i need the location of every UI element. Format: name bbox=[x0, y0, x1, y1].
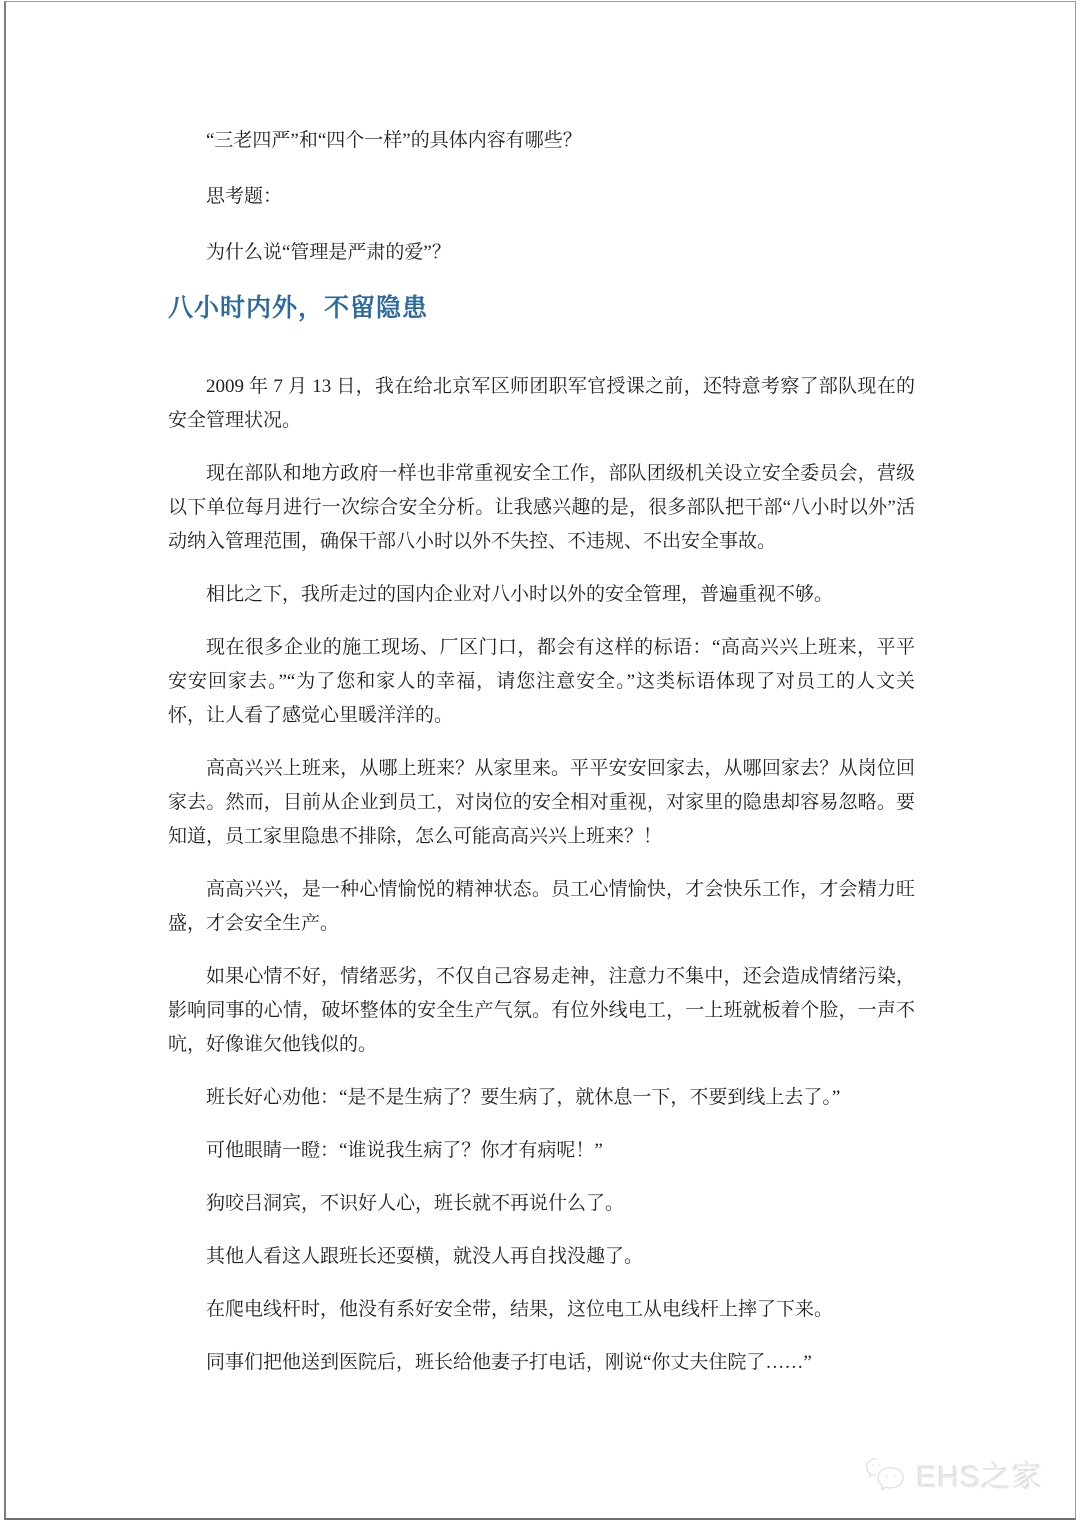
body-paragraph: 同事们把他送到医院后，班长给他妻子打电话，刚说“你丈夫住院了……” bbox=[206, 1352, 812, 1373]
document-page bbox=[4, 1, 1076, 1520]
question-line-2: 思考题： bbox=[206, 186, 283, 207]
body-paragraph: 现在很多企业的施工现场、厂区门口，都会有这样的标语：“高高兴兴上班来，平平安安回家去。”“为了您和家人的幸福，请您注意安全。”这类标语体现了对员工的人文关怀，让人看了感觉心里暖洋洋的。 bbox=[168, 637, 915, 726]
body-paragraph: 现在部队和地方政府一样也非常重视安全工作，部队团级机关设立安全委员会，营级以下单位每月进行一次综合安全分析。让我感兴趣的是，很多部队把干部“八小时以外”活动纳入管理范围，确保干部八小时以外不失控、不违规、不出安全事故。 bbox=[168, 463, 915, 552]
wechat-bubbles-icon bbox=[864, 1455, 908, 1493]
page-content bbox=[6, 2, 1075, 1380]
section-heading: 八小时内外，不留隐患 bbox=[168, 294, 429, 322]
body-paragraph: 高高兴兴，是一种心情愉悦的精神状态。员工心情愉快，才会快乐工作，才会精力旺盛，才会安全生产。 bbox=[168, 879, 915, 934]
body-paragraph: 班长好心劝他：“是不是生病了？要生病了，就休息一下，不要到线上去了。” bbox=[206, 1087, 841, 1108]
body-paragraph: 可他眼睛一瞪：“谁说我生病了？你才有病呢！” bbox=[206, 1140, 603, 1161]
watermark bbox=[864, 1452, 1043, 1496]
question-line-1: “三老四严”和“四个一样”的具体内容有哪些？ bbox=[206, 130, 582, 151]
body-paragraph: 在爬电线杆时，他没有系好安全带，结果，这位电工从电线杆上摔了下来。 bbox=[206, 1299, 834, 1320]
body-paragraph: 狗咬吕洞宾，不识好人心，班长就不再说什么了。 bbox=[206, 1193, 625, 1214]
watermark-label: EHS之家 bbox=[916, 1461, 1043, 1494]
body-paragraph: 高高兴兴上班来，从哪上班来？从家里来。平平安安回家去，从哪回家去？从岗位回家去。然而，目前从企业到员工，对岗位的安全相对重视，对家里的隐患却容易忽略。要知道，员工家里隐患不排除，怎么可能高高兴兴上班来？！ bbox=[168, 758, 915, 847]
question-line-3: 为什么说“管理是严肃的爱”？ bbox=[206, 242, 451, 263]
body-paragraph: 如果心情不好，情绪恶劣，不仅自己容易走神，注意力不集中，还会造成情绪污染，影响同事的心情，破坏整体的安全生产气氛。有位外线电工，一上班就板着个脸，一声不吭，好像谁欠他钱似的。 bbox=[168, 966, 915, 1055]
body-paragraph: 2009 年 7 月 13 日，我在给北京军区师团职军官授课之前，还特意考察了部队现在的安全管理状况。 bbox=[168, 376, 915, 431]
body-paragraph: 其他人看这人跟班长还耍横，就没人再自找没趣了。 bbox=[206, 1246, 644, 1267]
body-paragraph: 相比之下，我所走过的国内企业对八小时以外的安全管理，普遍重视不够。 bbox=[206, 584, 834, 605]
